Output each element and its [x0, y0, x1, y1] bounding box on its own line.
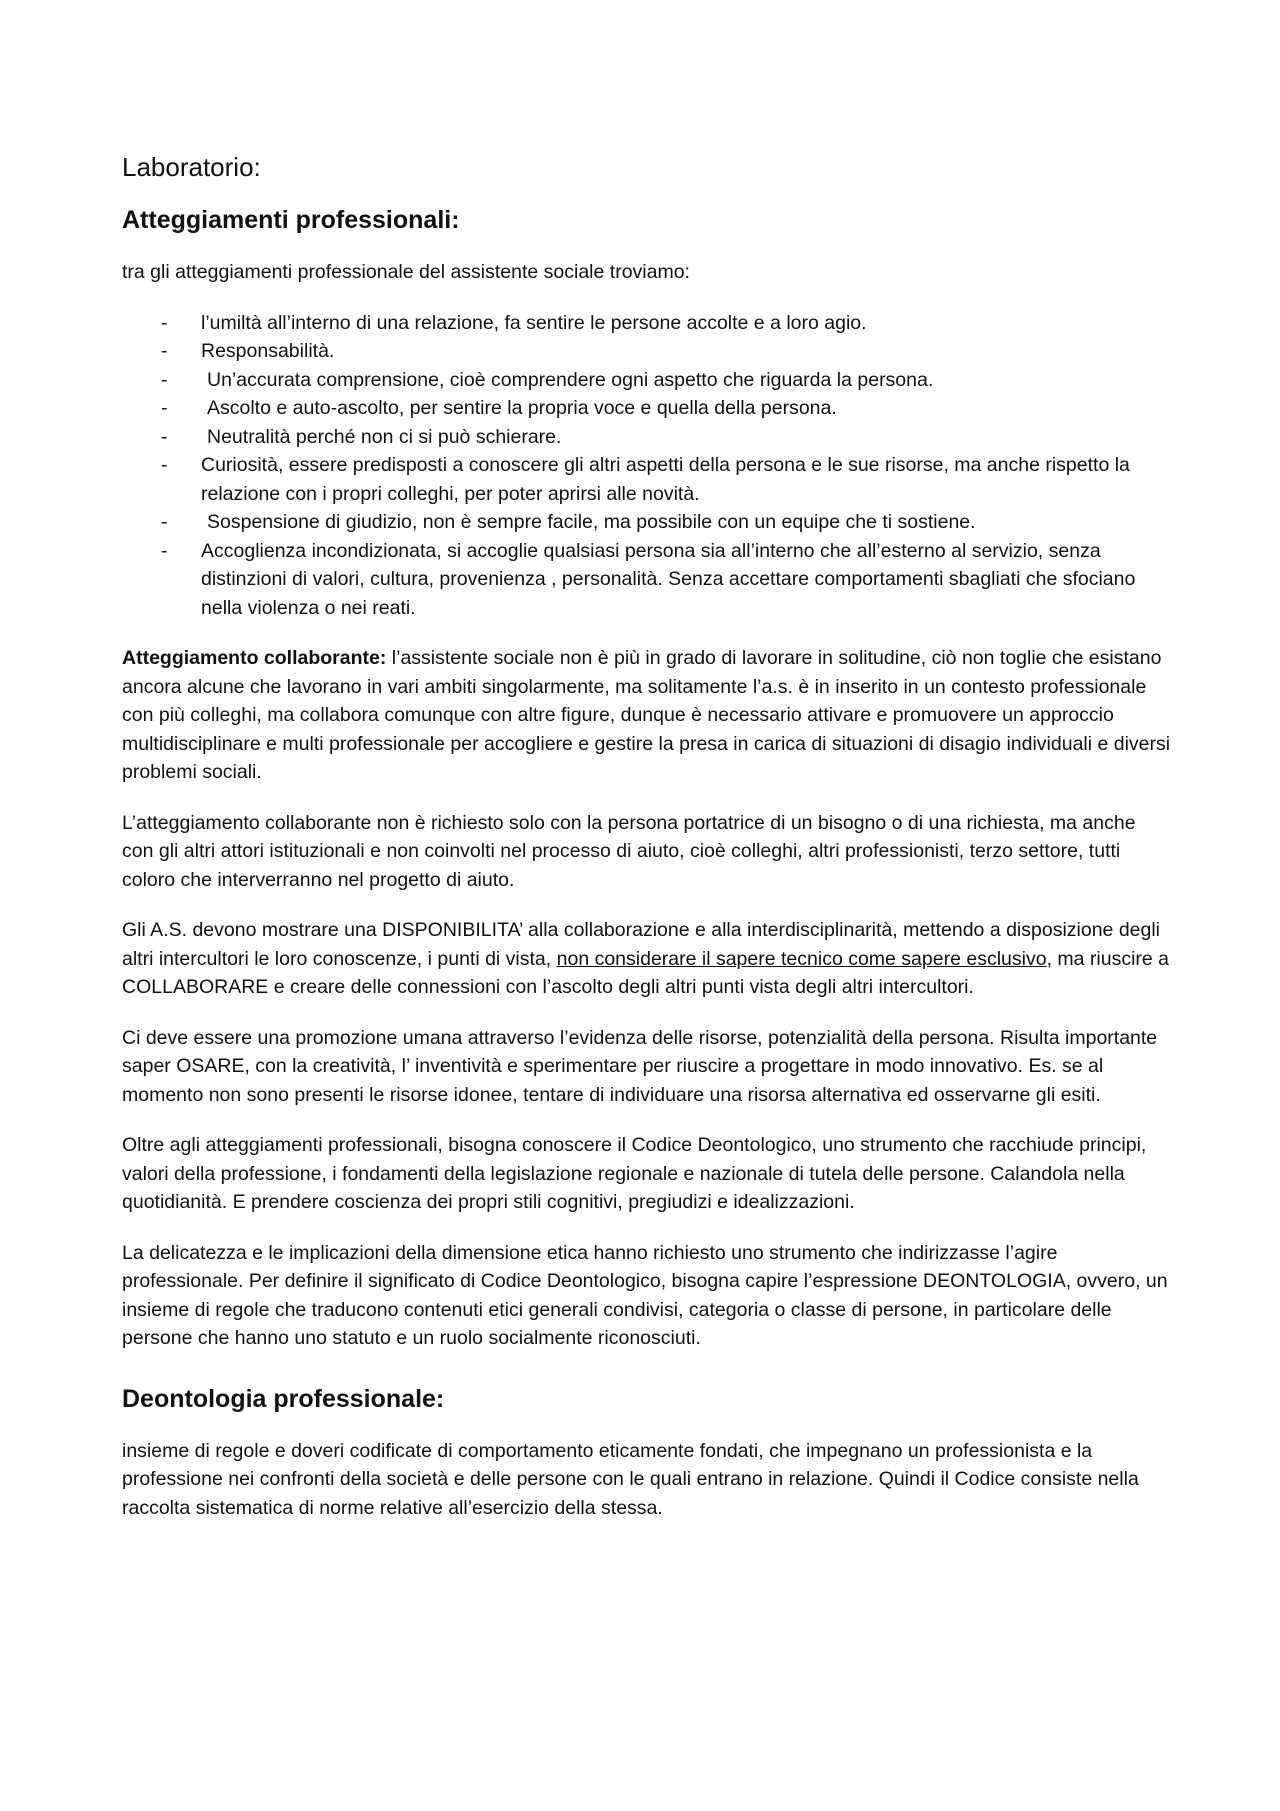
- dash-bullet: -: [161, 397, 168, 419]
- dash-bullet: -: [161, 539, 168, 562]
- collaborante-paragraph: [122, 644, 1172, 787]
- list-item: [122, 366, 1172, 395]
- paragraph-5: Oltre agli atteggiamenti professionali, bisogna conoscere il Codice Deontologico, uno strumento che racchiude principi, valori della professione, i fondamenti della legislazione regionale e nazionale di tutela delle persone. Calandola nella quotidianità. E prendere coscienza dei propri stili cognitivi, pregiudizi e idealizzazioni.: [122, 1134, 1147, 1213]
- lab-title: Laboratorio:: [122, 152, 261, 182]
- paragraph-3: [122, 916, 1172, 1002]
- list-item-text: Un’accurata comprensione, cioè comprendere ogni aspetto che riguarda la persona.: [207, 368, 934, 391]
- list-item-text: Curiosità, essere predisposti a conoscere gli altri aspetti della persona e le sue risorse, ma anche rispetto la relazione con i propri colleghi, per poter aprirsi alle novità.: [201, 454, 1130, 505]
- dash-bullet: -: [161, 311, 168, 334]
- list-item-text: Responsabilità.: [201, 340, 335, 362]
- list-item: [122, 394, 1172, 423]
- collaborante-lead: Atteggiamento collaborante:: [122, 647, 387, 669]
- list-item-text: l’umiltà all’interno di una relazione, fa sentire le persone accolte e a loro agio.: [201, 311, 867, 334]
- list-item: [122, 537, 1172, 623]
- intro-paragraph: tra gli atteggiamenti professionale del assistente sociale troviamo:: [122, 261, 690, 283]
- dash-bullet: -: [161, 511, 168, 533]
- collaborante-text: l’assistente sociale non è più in grado di lavorare in solitudine, ciò non toglie che esistano ancora alcune che lavorano in vari ambiti singolarmente, ma solitamente l’a.s. è in inserito in un contesto professionale con più colleghi, ma collabora comunque con altre figure, dunque è necessario attivare e promuovere un approccio multidisciplinare e multi professionale per accogliere e gestire la presa in carica di situazioni di disagio individuali e diversi problemi sociali.: [122, 647, 1171, 783]
- paragraph-4: Ci deve essere una promozione umana attraverso l’evidenza delle risorse, potenzialità della persona. Risulta importante saper OSARE, con la creatività, l’ inventività e sperimentare per riuscire a progettare in modo innovativo. Es. se al momento non sono presenti le risorse idonee, tentare di individuare una risorsa alternativa ed osservarne gli esiti.: [122, 1026, 1158, 1106]
- attitudes-list: [122, 309, 1172, 623]
- dash-bullet: -: [161, 454, 168, 476]
- deontologia-paragraph: insieme di regole e doveri codificate di comportamento eticamente fondati, che impegnano un professionista e la professione nei confronti della società e delle persone con le quali entrano in relazione. Quindi il Codice consiste nella raccolta sistematica di norme relative all’esercizio della stessa.: [122, 1439, 1139, 1519]
- underlined-phrase: non considerare il sapere tecnico come sapere esclusivo: [556, 947, 1047, 970]
- list-item: [122, 337, 1172, 366]
- list-item-text: Neutralità perché non ci si può schierare.: [207, 425, 562, 448]
- paragraph-6: La delicatezza e le implicazioni della dimensione etica hanno richiesto uno strumento che indirizzasse l’agire professionale. Per definire il significato di Codice Deontologico, bisogna capire l’espressione DEONTOLOGIA, ovvero, un insieme di regole che traducono contenuti etici generali condivisi, categoria o classe di persone, in particolare delle persone che hanno uno statuto e un ruolo socialmente riconosciuti.: [122, 1241, 1168, 1349]
- dash-bullet: -: [161, 368, 168, 391]
- list-item: [122, 309, 1172, 338]
- dash-bullet: -: [161, 425, 168, 448]
- section-title-deontologia: Deontologia professionale:: [122, 1384, 445, 1413]
- paragraph-2: L’atteggiamento collaborante non è richiesto solo con la persona portatrice di un bisogno o di una richiesta, ma anche con gli altri attori istituzionali e non coinvolti nel processo di aiuto, cioè colleghi, altri professionisti, terzo settore, tutti coloro che interverranno nel progetto di aiuto.: [122, 811, 1136, 891]
- dash-bullet: -: [161, 340, 168, 362]
- list-item: [122, 508, 1172, 537]
- document-page: [122, 150, 1172, 1544]
- list-item: [122, 451, 1172, 508]
- paragraph-3-end: , ma riuscire a COLLABORARE e creare delle connessioni con l’ascolto degli altri punti vista degli altri intercultori.: [122, 947, 1170, 998]
- list-item-text: Sospensione di giudizio, non è sempre facile, ma possibile con un equipe che ti sostiene.: [207, 511, 976, 533]
- list-item: [122, 423, 1172, 452]
- list-item-text: Ascolto e auto-ascolto, per sentire la propria voce e quella della persona.: [207, 397, 837, 419]
- list-item-text: Accoglienza incondizionata, si accoglie qualsiasi persona sia all’interno che all’esterno al servizio, senza distinzioni di valori, cultura, provenienza , personalità. Senza accettare comportamenti sbagliati che sfociano nella violenza o nei reati.: [201, 539, 1136, 619]
- section-title-atteggiamenti: Atteggiamenti professionali:: [122, 206, 460, 234]
- paragraph-3-start: Gli A.S. devono mostrare una DISPONIBILITA’ alla collaborazione e alla interdisciplinarità, mettendo a disposizione degli altri intercultori le loro conoscenze, i punti di vista,: [122, 919, 1161, 970]
